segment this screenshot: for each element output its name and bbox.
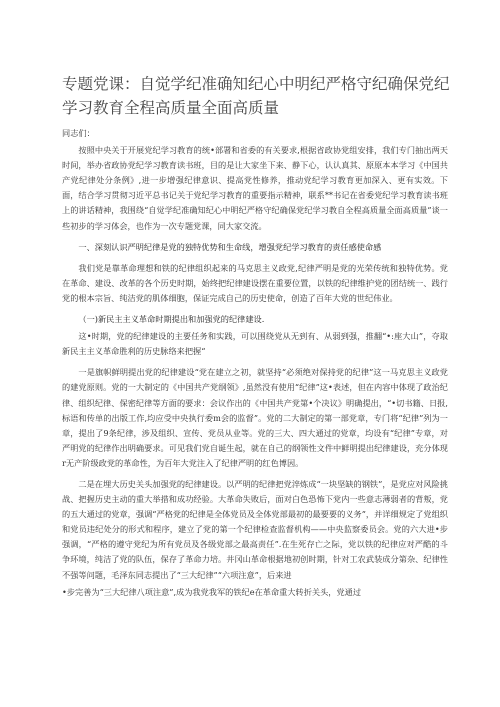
section-heading-1: 一、深刻认识严明纪律是党的独特优势和生命线，增强党纪学习教育的责任感使命感 bbox=[78, 241, 382, 252]
paragraph-continuation: •步完善为“三大纪律八项注意”,成为我党我军的铁纪e在革命重大转折关头，党通过 bbox=[62, 586, 362, 597]
document-body bbox=[62, 126, 448, 602]
subsection-heading-1: （一)新民主主义革命时期提出和加强党的纪律建设. bbox=[78, 314, 265, 325]
paragraph-period-overview: 这•时期，党的纪律建设的主要任务和实践，可以围绕党从无到有、从弱到强，推翻“•:座大山”，夺取新民主主义革命胜利的历史脉络来把握“ bbox=[62, 331, 448, 357]
paragraph-intro: 按照中央关于开展党纪学习教育的统•部署和省委的有关要求,根据省政协党组安排，我们专门抽出两天时间，举办省政协党纪学习教育读书班，目的是让大家坐下来、静下心，认认真其、原原本本学习《中国共产党纪律处分条例》,进一步增强纪律意识、提高党性修养，推动党纪学习教育更加深入、更有实效。下面，结合学习贯彻习近平总书记关于党纪学习教育的重要指示精神，联系**书记在省委党纪学习教育读书班上的讲话精神，我围绕“自觉学纪准确知纪心中明纪严格守纪确保党纪学习教自全程高质量全面高质量”谈一些初步的学习体会，也作为一次专题党课，同大家交流。 bbox=[62, 145, 448, 231]
paragraph-point-two: 二是在埋大历史关头加强党的纪律建设。以严明的纪律把党淬炼成“一块坚缺的钢铁”，是党应对风险挑战、把握历史主动的重大举措和成功经验。大革命失败后，面对白色恐怖下党内一些意志薄弱者的背叛，党的五大通过的党章，强调“严格党的纪律是全体党员及全体党部最初的最要要的义务”，并详细规定了党组织和党员违纪处分的形式和程序，建立了党的第一个纪律检查监督机构——中央监察委员会。党的六大进•步强调，“严格的遵守党纪为所有党员及各级党部之最高责任”.在生死存亡之际，党以铁的纪律应对严酷的斗争环境，纯洁了党的队伍，保存了革命力培。井冈山革命根据地初创时期，针对工农武装成分第杂、纪律性不强等问题，毛泽东同志提出了“三大纪律”“六项注意”，后来进 bbox=[62, 478, 448, 580]
document-title: 专题党课：自觉学纪准确知纪心中明纪严格守纪确保党纪学习教育全程高质量全面高质量 bbox=[62, 75, 450, 117]
paragraph-party-tradition: 我们党是靠革命理想和铁的纪律组织起来的马克思主义政党,纪律严明是党的光荣传统和独特优势。党在革命、建设、改革的各个历史时期，始终把纪律建设摆在重要位置，以铁的纪律维护党的团结统一、践行党的根本宗旨、纯洁党的肌体细胞，保证完成自己的历史使命，创造了百年大党的世纪伟业。 bbox=[62, 262, 448, 303]
salutation: 同志们： bbox=[62, 128, 95, 138]
paragraph-point-one: 一是旗帜鲜明提出党的纪律建设“党在建立之初，就坚持“必须绝对保持党的纪律”这一马克思主义政党的建党原则。党的一大制定的《中国共产党纲领》,虽然没有使用“纪律”这•表述，但在内容中体现了政治纪律、组织纪律、保密纪律等方面的要求：会议作出的《中国共产党第•个决议》明确提出，“•切书籍、日报,标语和传单的出版工作,均应受中央执行委m会的监督”。党的二大制定的第一部党章，专门将“纪律”列为一章，提出了9条纪律，涉及组织、宣传、党员从业等。党的三大、四大通过的党章，均设有“纪律”专章，对严明党的纪律作出明确要求。可见我们党自诞生起，就在自己的纲领性文件中鲜明提出纪律建设，充分体现r无产阶级政党的革命性，为百年大党注入了纪律严明的红色博因。 bbox=[62, 367, 448, 468]
